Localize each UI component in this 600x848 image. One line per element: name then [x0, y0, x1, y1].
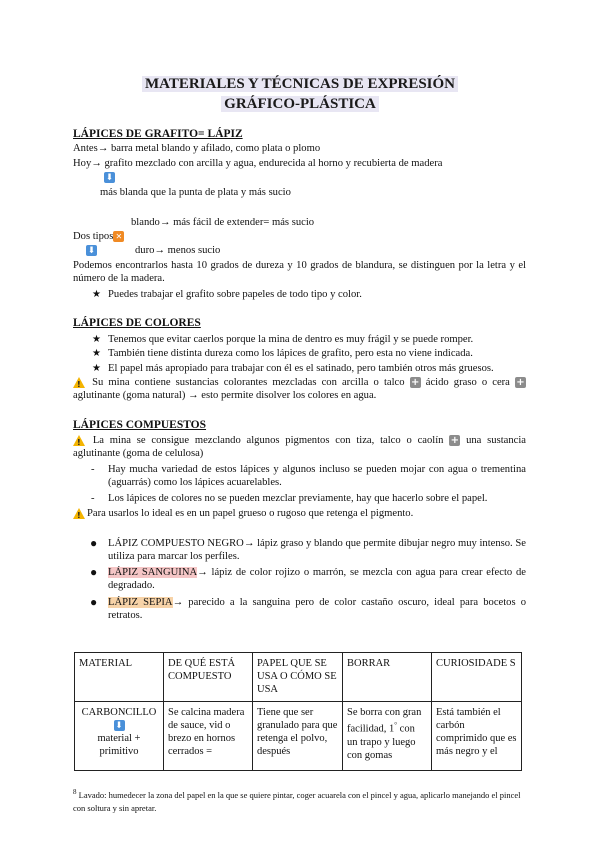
title-line-1: MATERIALES Y TÉCNICAS DE EXPRESIÓN [0, 76, 600, 93]
table-header-cell: PAPEL QUE SE USA O CÓMO SE USA [253, 653, 343, 702]
table-header-cell: CURIOSIDADE S [432, 653, 522, 702]
section-heading-compuestos: LÁPICES COMPUESTOS [73, 419, 207, 431]
star-bullet-icon: ★ [92, 348, 101, 359]
materials-table [74, 652, 522, 771]
dot-bullet: ● [90, 595, 98, 609]
tipos-line: Dos tipos ✕ [73, 230, 124, 243]
table-cell-compuesto: Se calcina madera de sauce, vid o brezo en hornos cerrados = [164, 702, 253, 771]
star-bullet-icon: ★ [92, 334, 101, 345]
colores-warning-paragraph: ! Su mina contiene sustancias colorantes mezcladas con arcilla o talco + ácido graso o cera + aglutinante (goma natural) → esto permite disolver los colores en agua. [73, 376, 526, 402]
table-row [75, 702, 522, 771]
plus-icon: + [410, 377, 420, 389]
lapiz-sanguina-item: LÁPIZ SANGUINA→ lápiz de color rojizo o marrón, se mezcla con agua para crear efecto de degradado. [108, 567, 526, 591]
compuestos-dash-2: Los lápices de colores no se pueden mezclar previamente, hay que hacerlo sobre el papel. [108, 493, 488, 504]
lapiz-negro-item: LÁPIZ COMPUESTO NEGRO→ lápiz graso y blando que permite dibujar negro muy intenso. Se utiliza para marcar los perfiles. [108, 538, 526, 562]
table-cell-material: CARBONCILLO ⬇ material + primitivo [75, 702, 164, 771]
compuestos-dash-1: Hay mucha variedad de estos lápices y algunos incluso se pueden mojar con agua o trementina (aguarrás) como los lápices acuarelables. [108, 464, 526, 488]
star-bullet-icon: ★ [92, 363, 101, 374]
warning-icon [73, 508, 85, 519]
lapiz-sepia-item: LÁPIZ SEPIA→ parecido a la sanguina pero de color castaño oscuro, ideal para bocetos o retratos. [108, 597, 527, 621]
warning-icon [73, 435, 85, 446]
compuestos-warning-paragraph: ! La mina se consigue mezclando algunos pigmentos con tiza, talco o caolín + una sustancia aglutinante (goma de celulosa) [73, 434, 526, 460]
table-header-cell: BORRAR [343, 653, 432, 702]
title-line-2: GRÁFICO-PLÁSTICA [0, 96, 600, 113]
shuffle-icon: ✕ [113, 231, 124, 242]
star-bullet-icon: ★ [92, 289, 101, 300]
grafito-bullet: Puedes trabajar el grafito sobre papeles de todo tipo y color. [108, 289, 362, 300]
blanda-line: más blanda que la punta de plata y más sucio [100, 187, 291, 198]
down-arrow-icon: ⬇ [87, 245, 96, 256]
table-cell-papel: Tiene que ser granulado para que retenga el polvo, después [253, 702, 343, 771]
table-header-cell: MATERIAL [75, 653, 164, 702]
section-heading-grafito: LÁPICES DE GRAFITO= LÁPIZ [73, 128, 243, 140]
footnote: $^8$ Lavado: humedecer la zona del papel en la que se quiere pintar, coger acuarela con el pincel y agua, aplicarlo manejando el pincel con soltura y sin apretar. [73, 788, 521, 813]
grados-paragraph: Podemos encontrarlos hasta 10 grados de dureza y 10 grados de blandura, se distinguen por la letra y el número de la madera. [73, 260, 526, 284]
down-arrow-icon: ⬇ [105, 172, 114, 183]
compuestos-warning-2: !Para usarlos lo ideal es en un papel grueso o rugoso que retenga el pigmento. [73, 507, 413, 520]
antes-line: Antes→ barra metal blando y afilado, como plata o plomo [73, 143, 321, 154]
blando-line: blando→ más fácil de extender= más sucio [131, 217, 315, 228]
dash-bullet: - [91, 493, 95, 504]
warning-icon [73, 377, 85, 388]
colores-bullet-2: También tiene distinta dureza como los lápices de grafito, pero esta no viene indicada. [108, 348, 473, 359]
table-cell-curiosidades: Está también el carbón comprimido que es más negro y el [432, 702, 522, 771]
table-header-row [75, 653, 522, 702]
table-header-cell: DE QUÉ ESTÁ COMPUESTO [164, 653, 253, 702]
table-cell-borrar: Se borra con gran facilidad, 1° con un trapo y luego con gomas [343, 702, 432, 771]
dot-bullet: ● [90, 536, 98, 550]
plus-icon: + [516, 377, 525, 389]
section-heading-colores: LÁPICES DE COLORES [73, 317, 201, 329]
down-arrow-icon: ⬇ [115, 720, 123, 731]
colores-bullet-3: El papel más apropiado para trabajar con él es el satinado, pero también otros más gruesos. [108, 363, 494, 374]
colores-bullet-1: Tenemos que evitar caerlos porque la mina de dentro es muy frágil y se puede romper. [108, 334, 474, 345]
hoy-line: Hoy→ grafito mezclado con arcilla y agua, endurecida al horno y recubierta de madera [73, 158, 443, 169]
dash-bullet: - [91, 464, 95, 475]
plus-icon: + [450, 435, 459, 447]
dot-bullet: ● [90, 565, 98, 579]
duro-line: duro→ menos sucio [135, 245, 221, 256]
